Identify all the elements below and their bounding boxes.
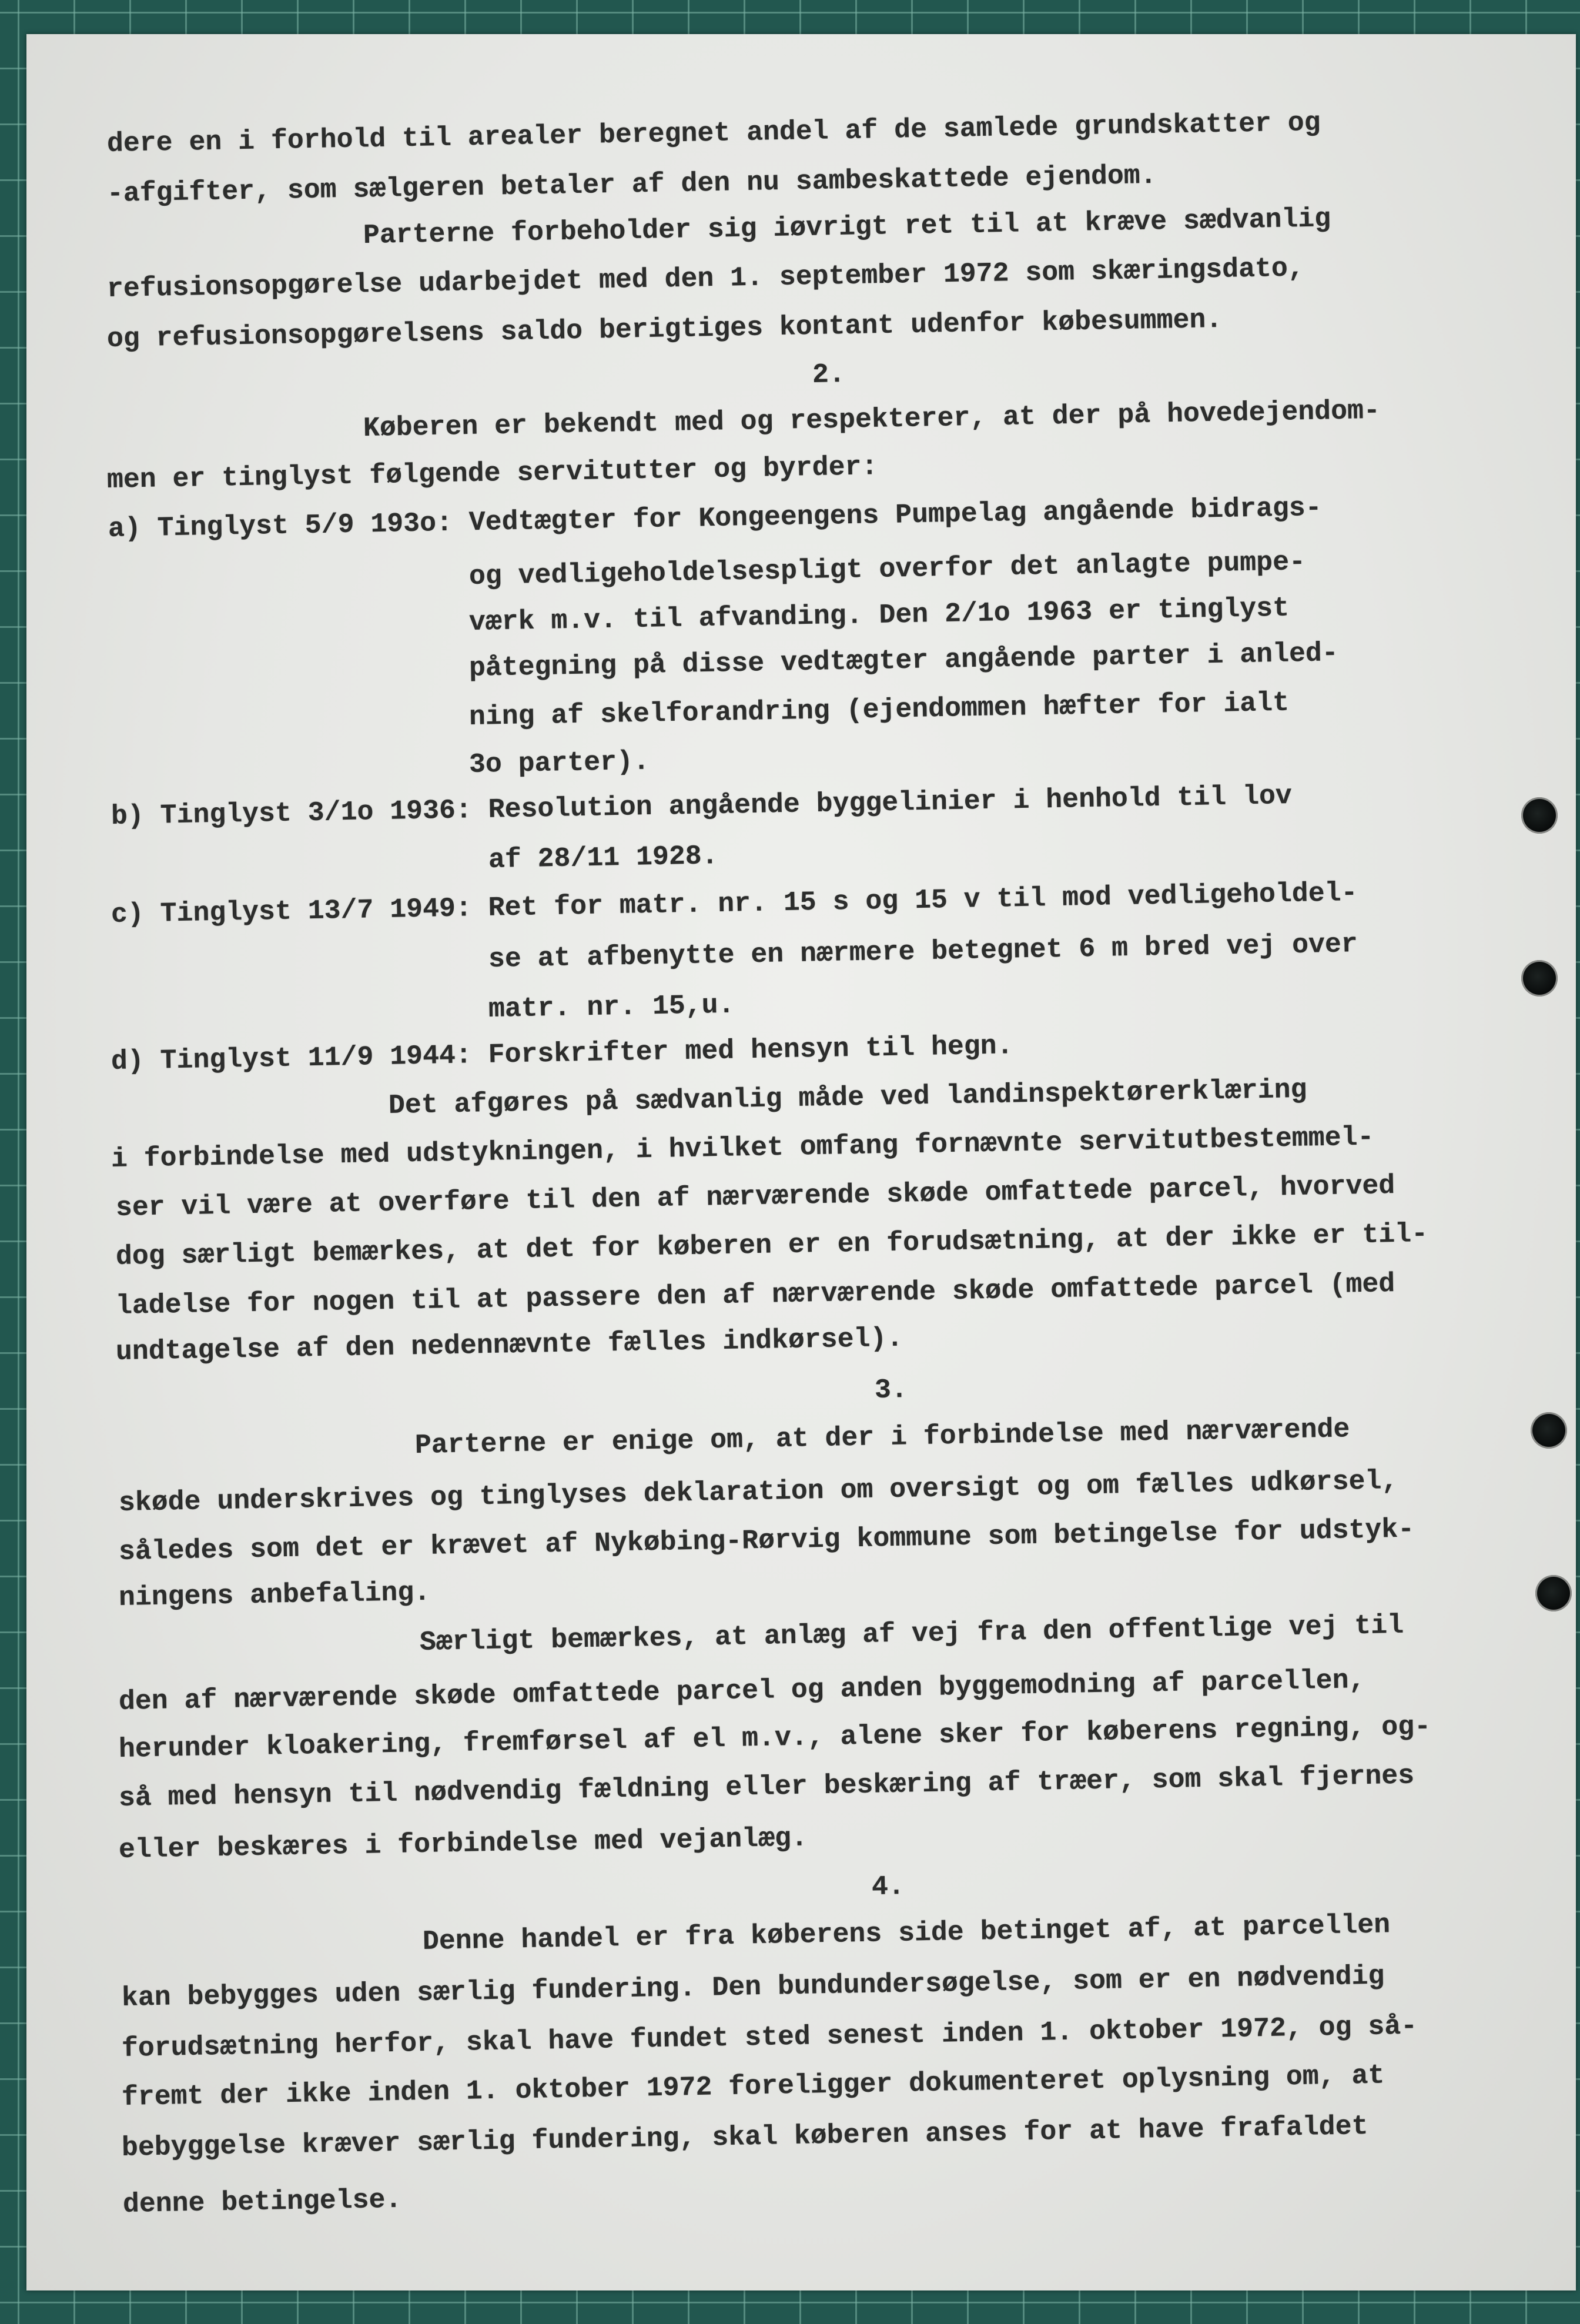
easement-text: Ret for matr. nr. 15 s og 15 v til mod vedligeholdel- xyxy=(488,877,1358,924)
easement-text: påtegning på disse vedtægter angående parter i anled- xyxy=(468,637,1339,684)
text-line: fremt der ikke inden 1. oktober 1972 foreligger dokumenteret oplysning om, at xyxy=(121,2059,1385,2113)
text-line: i forbindelse med udstykningen, i hvilket omfang fornævnte servitutbestemmel- xyxy=(111,1121,1374,1175)
text-line: Denne handel er fra køberens side betinget af, at parcellen xyxy=(422,1909,1391,1957)
easement-text: af 28/11 1928. xyxy=(488,840,719,875)
easement-label: c) Tinglyst 13/7 1949: xyxy=(111,892,473,930)
easement-item-c xyxy=(111,877,1358,931)
easement-label: b) Tinglyst 3/1o 1936: xyxy=(111,794,473,832)
text-line: Køberen er bekendt med og respekterer, at der på hovedejendom- xyxy=(363,394,1381,444)
text-line: og refusionsopgørelsens saldo berigtiges kontant udenfor købesummen. xyxy=(106,303,1223,355)
text-line: så med hensyn til nødvendig fældning eller beskæring af træer, som skal fjernes xyxy=(118,1760,1415,1814)
text-line: eller beskæres i forbindelse med vejanlæg. xyxy=(118,1822,808,1865)
section-number: 4. xyxy=(871,1871,905,1902)
text-line: dere en i forhold til arealer beregnet andel af de samlede grundskatter og xyxy=(106,106,1321,159)
easement-label: d) Tinglyst 11/9 1944: xyxy=(111,1039,473,1077)
text-line: kan bebygges uden særlig fundering. Den bundundersøgelse, som er en nødvendig xyxy=(121,1960,1385,2014)
text-line: ladelse for nogen til at passere den af nærværende skøde omfattede parcel (med xyxy=(115,1268,1395,1322)
easement-text: Forskrifter med hensyn til hegn. xyxy=(488,1030,1013,1071)
easement-item-b xyxy=(111,780,1293,832)
text-line: herunder kloakering, fremførsel af el m.v., alene sker for køberens regning, og- xyxy=(118,1711,1431,1765)
text-line: Parterne forbeholder sig iøvrigt ret til at kræve sædvanlig xyxy=(363,203,1331,251)
text-line: den af nærværende skøde omfattede parcel og anden byggemodning af parcellen, xyxy=(118,1664,1365,1717)
text-line: undtagelse af den nedennævnte fælles indkørsel). xyxy=(115,1322,903,1367)
easement-text: værk m.v. til afvanding. Den 2/1o 1963 er tinglyst xyxy=(468,592,1290,638)
easement-text: 3o parter). xyxy=(468,745,650,780)
easement-item-d xyxy=(111,1030,1013,1078)
text-line: Parterne er enige om, at der i forbindelse med nærværende xyxy=(414,1413,1350,1461)
text-line: denne betingelse. xyxy=(122,2183,402,2220)
easement-text: Vedtægter for Kongeengens Pumpelag angående bidrags- xyxy=(468,491,1323,539)
text-line: skøde underskrives og tinglyses deklaration om oversigt og om fælles udkørsel, xyxy=(118,1465,1398,1519)
text-line: men er tinglyst følgende servitutter og byrder: xyxy=(106,451,878,496)
text-line: således som det er krævet af Nykøbing-Rørvig kommune som betingelse for udstyk- xyxy=(118,1513,1415,1567)
easement-text: se at afbenytte en nærmere betegnet 6 m bred vej over xyxy=(488,928,1358,975)
section-number: 3. xyxy=(874,1374,908,1406)
text-line: -afgifter, som sælgeren betaler af den nu sambeskattede ejendom. xyxy=(106,159,1157,209)
easement-text: ning af skelforandring (ejendommen hæfter for ialt xyxy=(468,687,1290,733)
easement-text: Resolution angående byggelinier i henhold til lov xyxy=(488,780,1293,825)
text-line: forudsætning herfor, skal have fundet sted senest inden 1. oktober 1972, og så- xyxy=(121,2010,1418,2064)
text-line: ningens anbefaling. xyxy=(118,1576,431,1613)
text-line: refusionsopgørelse udarbejdet med den 1. september 1972 som skæringsdato, xyxy=(106,252,1305,305)
easement-text: matr. nr. 15,u. xyxy=(488,989,735,1025)
easement-label: a) Tinglyst 5/9 193o: xyxy=(108,507,453,544)
text-line: dog særligt bemærkes, at det for køberen er en forudsætning, at der ikke er til- xyxy=(115,1218,1428,1272)
text-line: Særligt bemærkes, at anlæg af vej fra den offentlige vej til xyxy=(419,1609,1404,1658)
easement-text: og vedligeholdelsespligt overfor det anlagte pumpe- xyxy=(468,546,1306,592)
section-number: 2. xyxy=(812,359,846,390)
text-line: bebyggelse kræver særlig fundering, skal køberen anses for at have frafaldet xyxy=(121,2110,1368,2164)
text-line: Det afgøres på sædvanlig måde ved landinspektørerklæring xyxy=(388,1074,1307,1121)
text-line: ser vil være at overføre til den af nærværende skøde omfattede parcel, hvorved xyxy=(115,1170,1395,1223)
easement-item-a xyxy=(108,492,1323,545)
